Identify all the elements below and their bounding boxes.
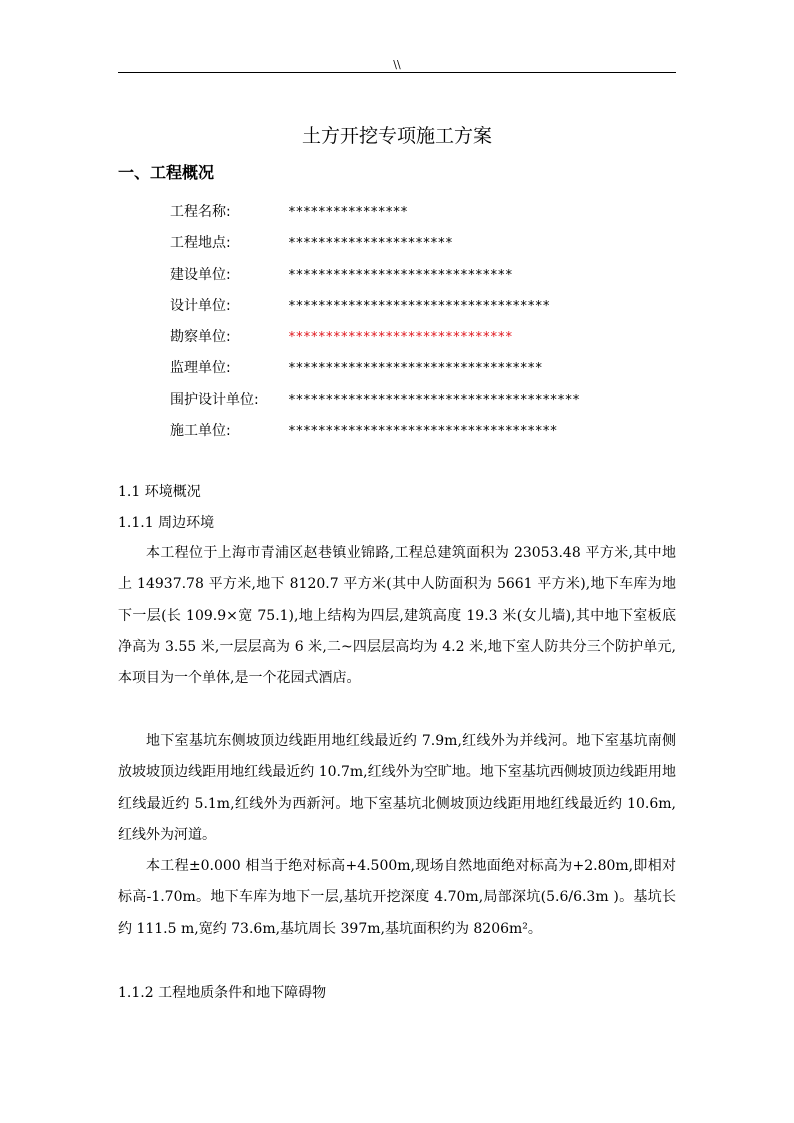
info-value-highlighted: ****************************** [288,330,513,346]
info-row-project-name [170,200,676,231]
info-value: ********************************** [288,361,543,377]
info-label: 工程名称: [170,204,231,220]
info-label: 勘察单位: [170,329,231,346]
info-row-surveyor [170,325,676,356]
info-value: ********************** [288,236,453,252]
info-row-project-location [170,231,676,262]
paragraph-elevation-pit: 本工程±0.000 相当于绝对标高+4.500m,现场自然地面绝对标高为+2.80m,即相对标高-1.70m。地下车库为地下一层,基坑开挖深度 4.70m,局部深坑(5.6/6.3m )。基坑长约 111.5 m,宽约 73.6m,基坑周长 397m,基坑面积约为 8206m²。 [118,858,676,937]
info-label: 建设单位: [170,266,231,283]
info-label: 监理单位: [170,360,231,377]
info-value: *************************************** [288,392,580,408]
header-rule [118,72,676,73]
info-row-owner [170,263,676,294]
subheading-surroundings: 1.1.1 周边环境 [118,515,215,531]
info-label: 工程地点: [170,235,231,252]
info-row-contractor [170,419,676,450]
info-row-retaining-designer [170,388,676,419]
info-value: ****************************** [288,267,513,283]
info-value: ************************************ [288,424,558,440]
paragraph-project-description: 本工程位于上海市青浦区赵巷镇业锦路,工程总建筑面积为 23053.48 平方米,其中地上 14937.78 平方米,地下 8120.7 平方米(其中人防面积为 5661 平方米),地下车库为地下一层(长 109.9×宽 75.1),地上结构为四层,建筑高度 19.3 米(女儿墙),其中地下室板底净高为 3.55 米,一层层高为 6 米,二~四层层高均为 4.2 米,地下室人防共分三个防护单元,本项目为一个单体,是一个花园式酒店。 [118,545,676,687]
subheading-environment: 1.1 环境概况 [118,484,201,500]
info-label: 围护设计单位: [170,391,259,408]
subheading-geology: 1.1.2 工程地质条件和地下障碍物 [118,985,327,1001]
info-label: 施工单位: [170,423,231,440]
header-mark: \\ [393,58,401,71]
info-label: 设计单位: [170,297,231,314]
document-title: 土方开挖专项施工方案 [301,125,492,147]
info-value: **************** [288,205,408,220]
project-info-list [170,200,676,450]
info-value: *********************************** [288,298,550,314]
section-heading-overview: 一、工程概况 [118,163,215,182]
paragraph-site-boundaries: 地下室基坑东侧坡顶边线距用地红线最近约 7.9m,红线外为并线河。地下室基坑南侧放坡坡顶边线距用地红线最近约 10.7m,红线外为空旷地。地下室基坑西侧坡顶边线距用地红线最近约 5.1m,红线外为西新河。地下室基坑北侧坡顶边线距用地红线最近约 10.6m,红线外为河道。 [118,733,676,843]
info-row-supervisor [170,356,676,387]
info-row-designer [170,294,676,325]
